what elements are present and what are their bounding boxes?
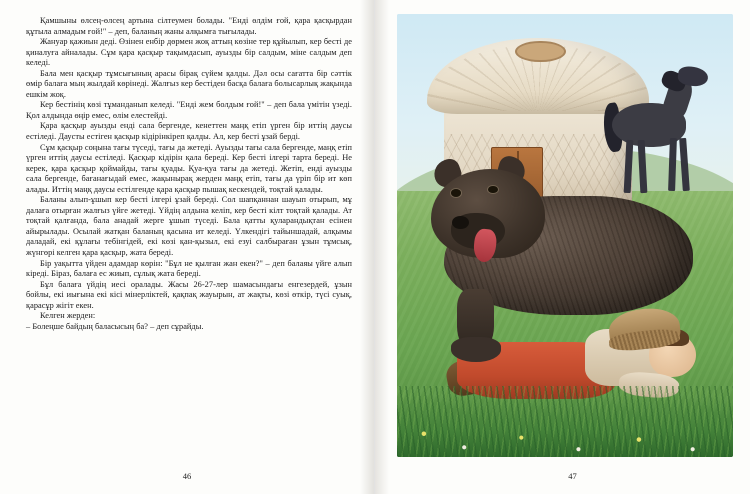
paragraph-dialogue: – Болеңше байдың баласысың ба? – деп сұрайды. [26,321,204,331]
page-number-left: 46 [182,471,192,481]
paragraph: Келген жерден: [40,311,96,321]
wolf-eye-left [451,189,461,197]
paragraph: Бір уақытта үйден адамдар көрін: "Бұл не қылған жан екен?" – деп балаяы үйге алып кіреді. Біраз, балаға ес жиып, сұлық жата береді. [26,258,352,279]
paragraph: Бала мен қасқыр тұмсығының арасы бірақ сүйем қалды. Дәл осы сағатта бір сәттік өмір балаға мың жылдай көрінеді. Жалғыз кер бестіден басқа балаға болысарлық жақында ешкім жоқ. [26,68,352,99]
wolf-paw [451,337,501,361]
yurt-shanyrak-ring [515,41,566,63]
paragraph: Кер бестінің көзі тұманданып келеді. "Енді жем болдым ғой!" – деп бала үмітін үзеді. Қол алдында өңір емес, өлім елестейді. [26,100,352,120]
wolf-nose [452,216,469,229]
left-page-text [26,16,352,332]
paragraph: Баланы алып-ұшып кер бесті ілгері ұзай береді. Сол шапқаннан шауып отырып, мұ далаға отырған жалғыз үйге жетеді. Үйдің алдына келіп, кер бесті кілт тоқтай қалады. Ат тоқтай қалғанда, бала анадай жерге ұшып түседі. Бала қатты қуларандықтан есінен айырылады. Осылай жатқан баланың қасына ит келеді. Үлкендігі тайыншадай, алқымы даладай, екі құлағы тебінгідей, екі көзі қан-қызыл, екі езуі салбыраған ұзын тұмсық, жүнгөрі келген қара қасқыр, жата береді. [26,195,352,258]
paragraph: Бұл балаға үйдің иесі оралады. Жасы 26-27-лер шамасындағы енгезердей, ұзын бойлы, екі иығына екі кісі мінерліктей, қақпақ жауырын, ат жақты, көзі өткір, түсі суық, қарасұр жігіт екен. [26,279,352,310]
paragraph: Жануар қажиын деді. Өзінен енбір дөрмен жоқ аттың көзіне тер құйылып, кер бесті де қиналуға айналады. Сұм қара қасқыр тақымдасып, ауызды бір салдым, міне салдым деп келеді. [26,37,352,68]
paragraph: Қамшыны өлсең-өлсең артына сілтеумен болады. "Енді өлдім ғой, қара қасқырдан құтыла алмадым ғой!" – деп, баланың жаны алқымға тығылады. [26,16,352,36]
right-page [375,0,750,494]
paragraph: Сұм қасқыр соңына тағы түседі, тағы да жетеді. Ауызды тағы сала бергенде, маңқ етіп үрген иттің даусы естіледі. Қасқыр кідірін қала береді. Кер бесті ілгері тарта береді. Не керек, қара қасқыр қоймайды, тағы қуады. Қуа-қуа тағы да жетеді. Жетіп, енді ауызды сала бергенде, бағанағыдай емес, жақынырақ жерден маңқ етіп, тағы да үріп бір ит көп алады. Иттің маңқ даусы естілгенде қара қасқыр пышақ кескендей, тоқтай қалады. [26,142,352,194]
page-number-right: 47 [568,471,577,481]
wildflowers [397,360,733,457]
paragraph: Қара қасқыр ауызды енді сала бергенде, кенеттен маңқ етіп үрген бір иттің даусы естіледі. Даусты естіген қасқыр кідірінкіреп қалды. Ал, кер бесті ұзай берді. [26,121,352,142]
illustration-scene [397,14,733,457]
